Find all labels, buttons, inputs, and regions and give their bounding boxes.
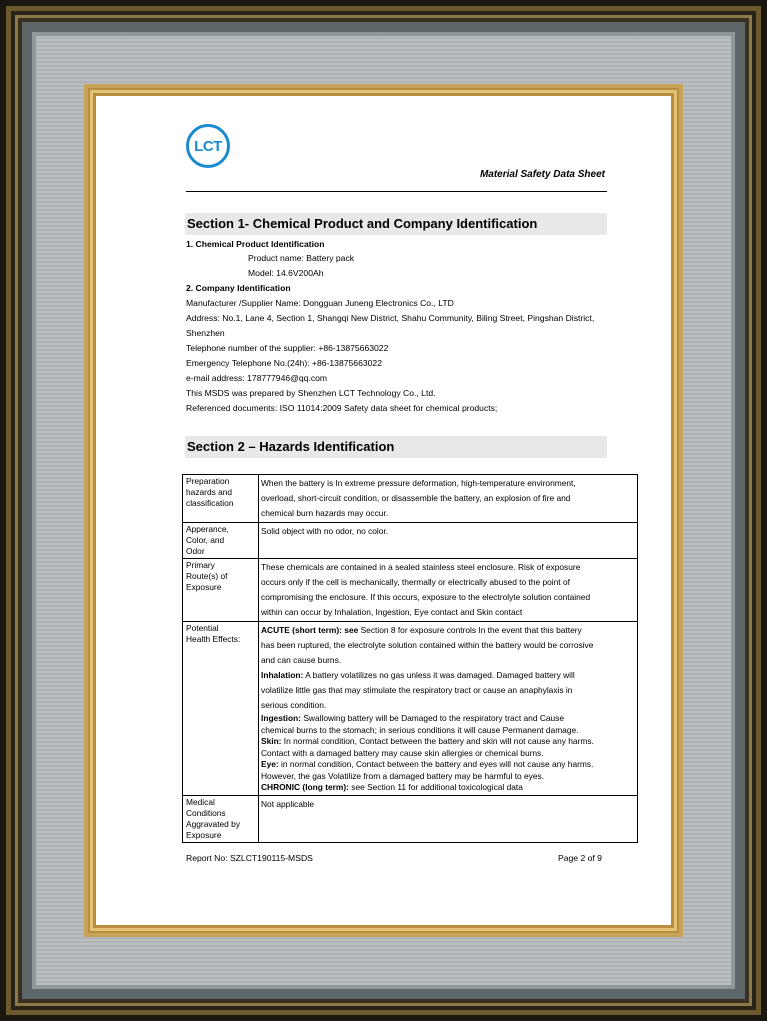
table-row (183, 475, 638, 523)
subheading-product-identification: 1. Chemical Product Identification (186, 239, 325, 249)
address-line-2: Shenzhen (186, 328, 225, 338)
section1-heading (185, 213, 607, 235)
row-value: These chemicals are contained in a sealed stainless steel enclosure. Risk of exposure occurs only if the cell is mechanically, thermally or electrically abused to the point of compromising the enclosure. If this occurs, exposure to the electrolyte solution contained within can occur by Inhalation, Ingestion, Eye contact and Skin contact (259, 559, 638, 622)
row-value: Not applicable (259, 795, 638, 842)
email-address: e-mail address: 178777946@qq.com (186, 373, 328, 383)
model: Model: 14.6V200Ah (248, 268, 324, 278)
emergency-telephone: Emergency Telephone No.(24h): +86-13875663022 (186, 358, 382, 368)
row-value: When the battery is In extreme pressure deformation, high-temperature environment, overload, short-circuit condition, or disassemble the battery, an explosion of fire and chemical burn hazards may occur. (259, 475, 638, 523)
table-row (183, 559, 638, 622)
row-label: Medical Conditions Aggravated by Exposure (183, 795, 259, 842)
row-label: Primary Route(s) of Exposure (183, 559, 259, 622)
hazards-table (182, 474, 638, 843)
row-label: Potential Health Effects: (183, 622, 259, 796)
row-label: Preparation hazards and classification (183, 475, 259, 523)
report-number: Report No: SZLCT190115-MSDS (186, 853, 313, 863)
page-number: Page 2 of 9 (558, 853, 602, 863)
supplier-telephone: Telephone number of the supplier: +86-13875663022 (186, 343, 389, 353)
table-row (183, 795, 638, 842)
header-divider (186, 191, 607, 192)
lct-logo: LCT (186, 124, 230, 168)
referenced-documents: Referenced documents: ISO 11014:2009 Safety data sheet for chemical products; (186, 403, 498, 413)
table-row (183, 523, 638, 559)
manufacturer: Manufacturer /Supplier Name: Dongguan Juneng Electronics Co., LTD (186, 298, 454, 308)
row-label: Apperance, Color, and Odor (183, 523, 259, 559)
section1-title: Section 1- Chemical Product and Company Identification (187, 216, 538, 231)
row-value: ACUTE (short term): see Section 8 for exposure controls In the event that this battery has been ruptured, the electrolyte solution contained within the battery would be corrosive and can cause burns. Inhalation: A battery volatilizes no gas unless it was damaged. Damaged battery will volatilize little gas that may stimulate the respiratory tract or cause an anaphylaxis in serious condition. Ingestion: Swallowing battery will be Damaged to the respiratory tract and Cause chemical burns to the stomach; in serious conditions it will cause Permanent damage. Skin: In normal condition, Contact between the battery and skin will not cause any harms. Contact with a damaged battery may cause skin allergies or chemical burns. Eye: in normal condition, Contact between the battery and eyes will not cause any harms. However, the gas Volatilize from a damaged battery may be harmful to eyes. CHRONIC (long term): see Section 11 for additional toxicological data (259, 622, 638, 796)
product-name: Product name: Battery pack (248, 253, 355, 263)
address-line-1: Address: No.1, Lane 4, Section 1, Shangqi New District, Shahu Community, Biling Street, Pingshan District, (186, 313, 595, 323)
section2-heading (185, 436, 607, 458)
row-value: Solid object with no odor, no color. (259, 523, 638, 559)
table-row (183, 622, 638, 796)
section2-title: Section 2 – Hazards Identification (187, 439, 395, 454)
subheading-company-identification: 2. Company Identification (186, 283, 291, 293)
prepared-by: This MSDS was prepared by Shenzhen LCT Technology Co., Ltd. (186, 388, 436, 398)
document-title: Material Safety Data Sheet (479, 169, 605, 180)
